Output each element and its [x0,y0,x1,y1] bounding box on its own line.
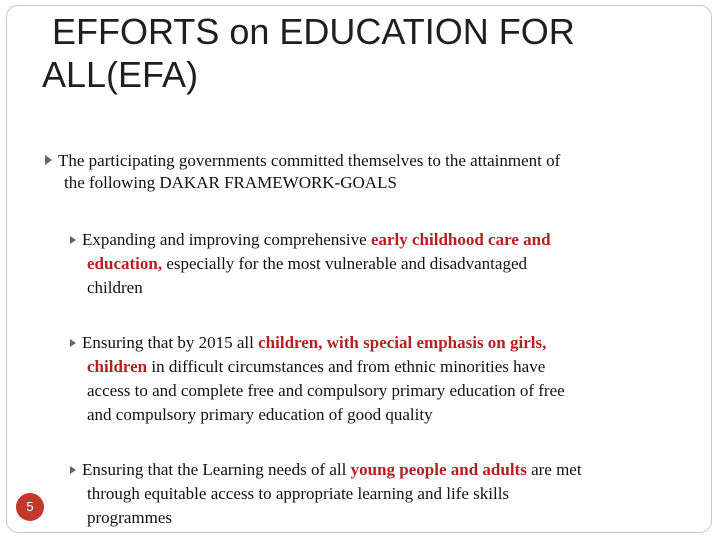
title-line-1: EFFORTS on EDUCATION FOR [52,11,575,52]
goal-2-text-4: and compulsory primary education of good quality [87,405,433,424]
triangle-bullet-icon [70,339,76,347]
page-number-badge: 5 [16,493,44,521]
goal-2-text-2: in difficult circumstances and from ethnic minorities have [147,357,546,376]
goal-1-highlight-2: education, [87,254,163,273]
goal-1-text-3: children [87,278,143,297]
intro-line-1: The participating governments committed themselves to the attainment of [58,151,561,170]
goal-item-2 [70,331,690,427]
goal-3-text-2: are met [526,460,582,479]
goal-2-text-3: access to and complete free and compulsory primary education of free [87,381,565,400]
goal-1-highlight: early childhood care and [370,230,551,249]
goal-1-text-2: especially for the most vulnerable and disadvantaged [162,254,527,273]
goal-1-text: Expanding and improving comprehensive [82,230,371,249]
intro-bullet [45,150,695,194]
goal-2-highlight-2: children [87,357,148,376]
goal-3-text-3: through equitable access to appropriate learning and life skills [87,484,510,503]
goal-2-text: Ensuring that by 2015 all [82,333,259,352]
goal-item-1 [70,228,690,300]
goal-3-text-4: programmes [87,508,172,527]
intro-line-2: the following DAKAR FRAMEWORK-GOALS [64,173,397,192]
goal-item-3 [70,458,690,530]
triangle-bullet-icon [70,236,76,244]
triangle-bullet-icon [45,155,52,165]
title-line-2: ALL(EFA) [42,54,199,95]
goal-3-highlight: young people and adults [350,460,527,479]
goal-3-text: Ensuring that the Learning needs of all [82,460,351,479]
triangle-bullet-icon [70,466,76,474]
goal-2-highlight: children, with special emphasis on girls, [258,333,547,352]
slide-title [42,10,682,96]
